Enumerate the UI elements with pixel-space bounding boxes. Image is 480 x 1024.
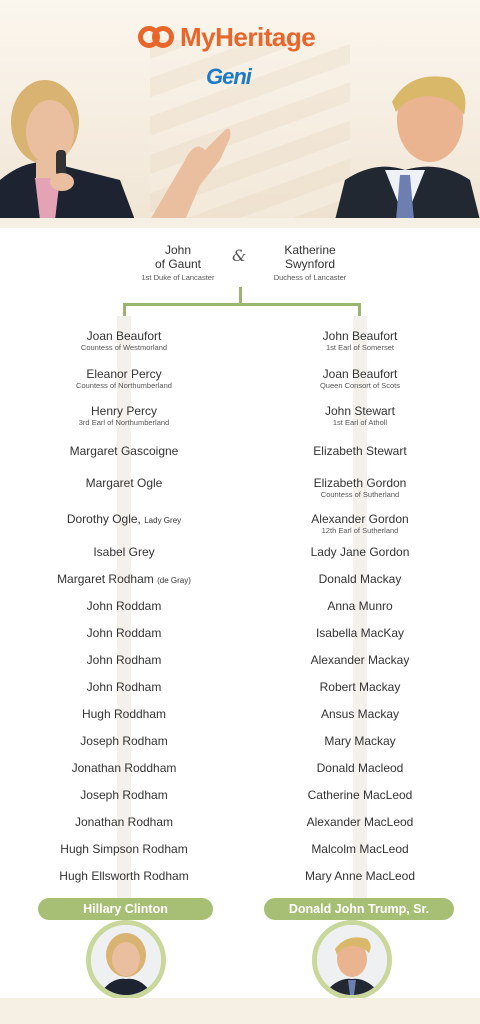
ancestor-entry (24, 368, 224, 390)
ancestor-entry (24, 789, 224, 803)
ancestor-title: 12th Earl of Sutherland (321, 525, 399, 535)
ancestor-name: Hugh Ellsworth Rodham (59, 869, 189, 883)
ancestor-name: Margaret Rodham (de Gray) (57, 572, 191, 586)
ancestor-name: Isabel Grey (93, 545, 155, 559)
ancestor-title: 1st Duke of Lancaster (141, 272, 215, 282)
ancestor-entry (24, 477, 224, 491)
ancestor-name: Hugh Simpson Rodham (60, 842, 188, 856)
ancestor-title: 1st Earl of Atholl (332, 417, 388, 427)
ancestor-name: Joseph Rodham (80, 734, 168, 748)
ancestor-name: Ansus Mackay (320, 707, 400, 721)
ancestor-name: Alexander Mackay (310, 653, 410, 667)
ancestor-entry (24, 843, 224, 857)
ancestor-entry (24, 762, 224, 776)
ancestor-name: Joan Beaufort (322, 367, 398, 381)
ancestor-name: of Gaunt (154, 256, 202, 271)
ancestor-entry (24, 445, 224, 459)
hillary-clinton-photo (0, 60, 250, 218)
ancestor-entry (24, 681, 224, 695)
ancestor-title: 3rd Earl of Northumberland (78, 417, 170, 427)
ancestor-entry (260, 681, 460, 695)
ancestor-entry (24, 816, 224, 830)
ancestor-entry (24, 600, 224, 614)
ancestor-katherine-swynford (250, 244, 370, 282)
ancestor-name: Elizabeth Gordon (313, 476, 407, 490)
ancestor-entry (260, 816, 460, 830)
ancestor-name: Joan Beaufort (86, 329, 162, 343)
ancestor-entry (24, 573, 224, 587)
ancestor-name-suffix: (de Gray) (157, 576, 191, 585)
donald-trump-avatar (312, 920, 392, 1000)
geni-logo: Geni (206, 64, 251, 89)
myheritage-logo-text: MyHeritage (180, 22, 316, 52)
myheritage-logo-icon (138, 24, 176, 52)
ancestor-name: Mary Mackay (324, 734, 396, 748)
tree-connector-bar (123, 303, 361, 306)
ancestor-name: John (164, 243, 192, 257)
ancestor-name: Margaret Gascoigne (69, 444, 179, 458)
ancestor-title: 1st Earl of Somerset (326, 342, 394, 352)
ancestor-name: John Roddam (86, 626, 162, 640)
ancestor-entry (260, 870, 460, 884)
ancestor-entry (24, 405, 224, 427)
ancestor-name: Joseph Rodham (80, 788, 168, 802)
ancestor-entry (260, 477, 460, 499)
ancestor-title: Queen Consort of Scots (319, 380, 401, 390)
ancestor-entry (260, 600, 460, 614)
ancestor-name: John Stewart (324, 404, 396, 418)
ancestor-entry (24, 654, 224, 668)
ancestor-entry (260, 445, 460, 459)
ancestor-entry (260, 368, 460, 390)
ancestor-name: Donald Macleod (316, 761, 404, 775)
ancestor-entry (24, 627, 224, 641)
donald-trump-label: Donald John Trump, Sr. (264, 898, 454, 920)
ancestor-name: John Roddam (86, 599, 162, 613)
ancestor-name: John Rodham (86, 653, 162, 667)
ancestor-name: Robert Mackay (319, 680, 401, 694)
ancestor-entry (260, 573, 460, 587)
ancestor-john-of-gaunt (118, 244, 238, 282)
ancestor-name: Lady Jane Gordon (310, 545, 410, 559)
ancestor-name: Henry Percy (90, 404, 158, 418)
ancestor-name: Dorothy Ogle, Lady Grey (66, 512, 182, 526)
ancestor-entry (260, 708, 460, 722)
ancestor-entry (24, 546, 224, 560)
ancestor-entry (260, 843, 460, 857)
ancestor-name: Isabella MacKay (315, 626, 405, 640)
ancestor-name: Alexander Gordon (311, 512, 409, 526)
ancestor-entry (260, 762, 460, 776)
ancestor-entry (260, 735, 460, 749)
ancestor-entry (24, 708, 224, 722)
ancestor-name: John Rodham (86, 680, 162, 694)
ancestor-name: Hugh Roddham (81, 707, 167, 721)
ancestor-entry (260, 789, 460, 803)
ancestor-entry (260, 546, 460, 560)
ancestor-entry (260, 330, 460, 352)
ancestor-title: Countess of Sutherland (320, 489, 400, 499)
ancestor-name: Swynford (284, 256, 336, 271)
myheritage-logo (138, 22, 315, 53)
ancestor-name: Catherine MacLeod (307, 788, 413, 802)
ancestor-name-suffix: Lady Grey (144, 516, 182, 525)
ancestor-entry (260, 405, 460, 427)
ancestor-title: Duchess of Lancaster (273, 272, 347, 282)
ancestor-name: Malcolm MacLeod (311, 842, 409, 856)
footer-strip (0, 998, 480, 1024)
ancestor-name: Anna Munro (327, 599, 393, 613)
hillary-clinton-label: Hillary Clinton (38, 898, 213, 920)
ampersand: & (232, 246, 247, 265)
ancestor-name: Elizabeth Stewart (313, 444, 407, 458)
ancestor-entry (24, 330, 224, 352)
ancestor-name: Alexander MacLeod (306, 815, 414, 829)
ancestor-entry (24, 870, 224, 884)
ancestor-entry (260, 513, 460, 535)
ancestor-name: Mary Anne MacLeod (304, 869, 416, 883)
ancestor-title: Countess of Westmorland (80, 342, 168, 352)
ancestor-entry (260, 654, 460, 668)
header-banner (0, 0, 480, 218)
ancestor-name: Katherine (284, 243, 336, 257)
ancestor-entry (24, 513, 224, 527)
donald-trump-photo (330, 60, 480, 218)
ancestor-name: Jonathan Roddham (71, 761, 177, 775)
ancestor-name: Jonathan Rodham (74, 815, 174, 829)
hillary-clinton-avatar (86, 920, 166, 1000)
ancestor-entry (24, 735, 224, 749)
ancestor-name: Margaret Ogle (85, 476, 163, 490)
ancestor-entry (260, 627, 460, 641)
ancestor-title: Countess of Northumberland (76, 380, 172, 390)
ancestor-name: Eleanor Percy (86, 367, 162, 381)
ancestor-name: John Beaufort (322, 329, 398, 343)
ancestor-name: Donald Mackay (318, 572, 402, 586)
